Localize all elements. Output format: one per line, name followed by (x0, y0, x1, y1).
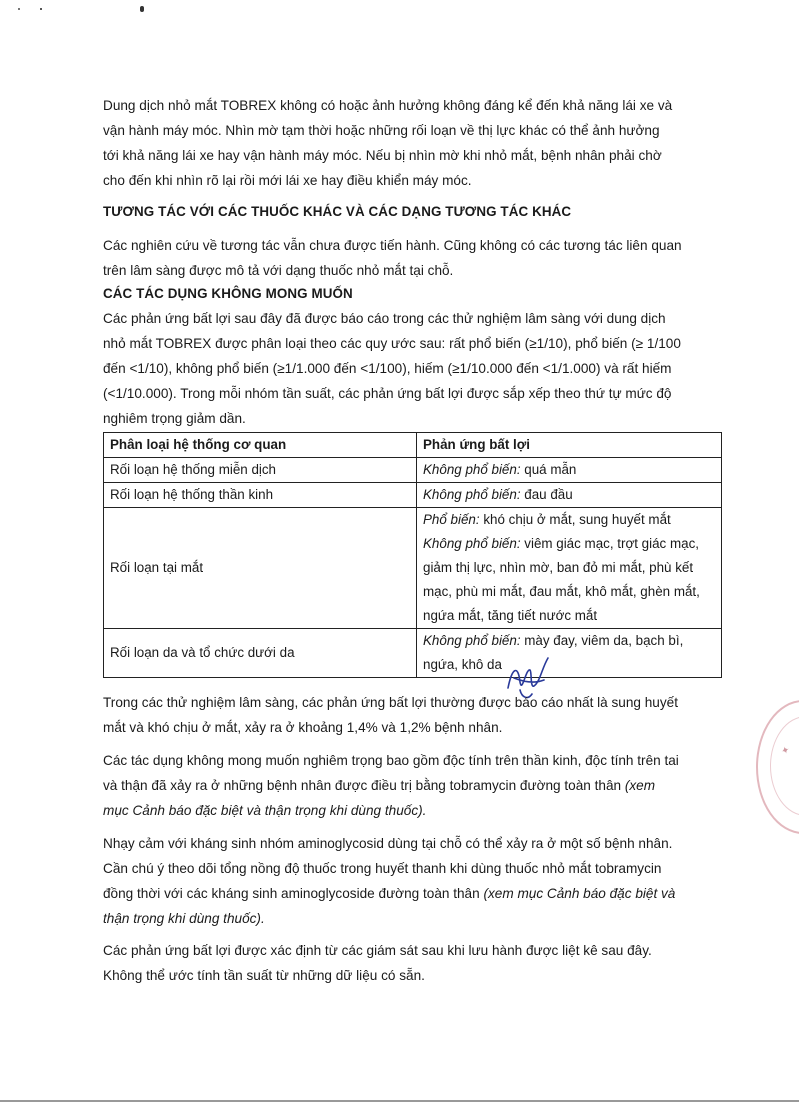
text-line: Các tác dụng không mong muốn nghiêm trọng bao gồm độc tính trên thần kinh, độc tính trên tai (103, 753, 679, 768)
reaction-text: khó chịu ở mắt, sung huyết mắt (479, 512, 671, 527)
text-line: đến <1/10), không phổ biến (≥1/1.000 đến <1/100), hiếm (≥1/10.000 đến <1/1.000) và rất hiếm (103, 361, 672, 376)
paragraph-sensitivity (103, 831, 721, 931)
table-row (104, 508, 722, 629)
table-cell-organ: Rối loạn hệ thống thần kinh (104, 483, 417, 508)
reaction-text: đau đầu (520, 487, 573, 502)
text-line (103, 906, 721, 931)
text-line: trên lâm sàng được mô tả với dạng thuốc nhỏ mắt tại chỗ. (103, 263, 454, 278)
text-line: (<1/10.000). Trong mỗi nhóm tần suất, các phản ứng bất lợi được sắp xếp theo thứ tự mức độ (103, 386, 672, 401)
text-line: tới khả năng lái xe hay vận hành máy móc. Nếu bị nhìn mờ khi nhỏ mắt, bệnh nhân phải chờ (103, 148, 662, 163)
table-header-reaction: Phản ứng bất lợi (417, 433, 722, 458)
text-line: Các phản ứng bất lợi được xác định từ các giám sát sau khi lưu hành được liệt kê sau đây. (103, 943, 652, 958)
frequency-label: Không phổ biến: (423, 487, 521, 502)
reaction-text: quá mẫn (520, 462, 577, 477)
section-heading-interactions: TƯƠNG TÁC VỚI CÁC THUỐC KHÁC VÀ CÁC DẠNG TƯƠNG TÁC KHÁC (103, 204, 572, 219)
text-line: vận hành máy móc. Nhìn mờ tạm thời hoặc những rối loạn về thị lực khác có thể ảnh hưởng (103, 123, 660, 138)
text-line: mắt và khó chịu ở mắt, xảy ra ở khoảng 1,4% và 1,2% bệnh nhân. (103, 720, 503, 735)
frequency-label: Không phổ biến: (423, 536, 521, 551)
cross-reference: thận trọng khi dùng thuốc). (103, 911, 265, 926)
text-line: Nhạy cảm với kháng sinh nhóm aminoglycosid dùng tại chỗ có thể xảy ra ở một số bệnh nhân. (103, 836, 673, 851)
scan-speck (18, 8, 20, 10)
reaction-entry (423, 532, 715, 628)
cross-reference: (xem mục Cảnh báo đặc biệt và (483, 886, 676, 901)
table-cell-reaction (417, 508, 722, 629)
cross-reference: (xem (624, 778, 656, 793)
table-row (104, 458, 722, 483)
scan-speck (140, 6, 144, 12)
text-line (103, 881, 721, 906)
text-line: cho đến khi nhìn rõ lại rồi mới lái xe hay điều khiển máy móc. (103, 173, 472, 188)
cross-reference: mục Cảnh báo đặc biệt và thận trọng khi dùng thuốc). (103, 803, 427, 818)
text-line: nghiêm trọng giảm dần. (103, 411, 246, 426)
reaction-text: viêm giác mạc, trợt giác mạc, giảm thị lực, nhìn mờ, ban đỏ mi mắt, phù kết mạc, phù mi mắt, đau mắt, khô mắt, ghèn mắt, ngứa mắt, tăng tiết nước mắt (423, 536, 700, 623)
table-header-row (104, 433, 722, 458)
text-segment: và thận đã xảy ra ở những bệnh nhân được điều trị bằng tobramycin đường toàn thân (103, 778, 622, 793)
text-line (103, 773, 721, 798)
frequency-label: Không phổ biến: (423, 462, 521, 477)
text-line: Dung dịch nhỏ mắt TOBREX không có hoặc ảnh hưởng không đáng kể đến khả năng lái xe và (103, 98, 673, 113)
table-cell-reaction (417, 483, 722, 508)
adverse-reactions-table (103, 432, 722, 678)
paragraph-common-reactions (103, 690, 721, 740)
table-cell-reaction (417, 458, 722, 483)
frequency-label: Không phổ biến: (423, 633, 521, 648)
scan-speck (40, 8, 42, 10)
text-line (103, 798, 721, 823)
table-cell-organ: Rối loạn da và tổ chức dưới da (104, 629, 417, 678)
table-row (104, 629, 722, 678)
paragraph-interactions (103, 233, 721, 283)
scan-bottom-edge (0, 1100, 799, 1102)
text-segment: đồng thời với các kháng sinh aminoglycoside đường toàn thân (103, 886, 480, 901)
paragraph-post-marketing (103, 938, 721, 988)
text-line: Các phản ứng bất lợi sau đây đã được báo cáo trong các thử nghiệm lâm sàng với dung dịch (103, 311, 666, 326)
text-line: Cần chú ý theo dõi tổng nồng độ thuốc trong huyết thanh khi dùng thuốc nhỏ mắt tobramycin (103, 861, 662, 876)
table-row (104, 483, 722, 508)
stamp-mark: ✦ (777, 744, 791, 757)
text-line: Không thể ước tính tần suất từ những dữ liệu có sẵn. (103, 968, 425, 983)
section-heading-adverse-effects: CÁC TÁC DỤNG KHÔNG MONG MUỐN (103, 286, 353, 301)
table-cell-organ: Rối loạn tại mắt (104, 508, 417, 629)
table-cell-reaction (417, 629, 722, 678)
text-line: nhỏ mắt TOBREX được phân loại theo các quy ước sau: rất phổ biến (≥1/10), phổ biến (≥ 1/100 (103, 336, 681, 351)
reaction-text: mày đay, viêm da, bạch bì, ngứa, khô da (423, 633, 684, 672)
reaction-entry (423, 508, 715, 532)
text-line: Các nghiên cứu về tương tác vẫn chưa được tiến hành. Cũng không có các tương tác liên quan (103, 238, 682, 253)
table-header-organ-class: Phân loại hệ thống cơ quan (104, 433, 417, 458)
paragraph-frequency-conventions (103, 306, 721, 431)
paragraph-serious-effects (103, 748, 721, 823)
frequency-label: Phổ biến: (423, 512, 480, 527)
text-line: Trong các thử nghiệm lâm sàng, các phản ứng bất lợi thường được báo cáo nhất là sung huyết (103, 695, 678, 710)
table-cell-organ: Rối loạn hệ thống miễn dịch (104, 458, 417, 483)
paragraph-driving-effects (103, 93, 721, 193)
